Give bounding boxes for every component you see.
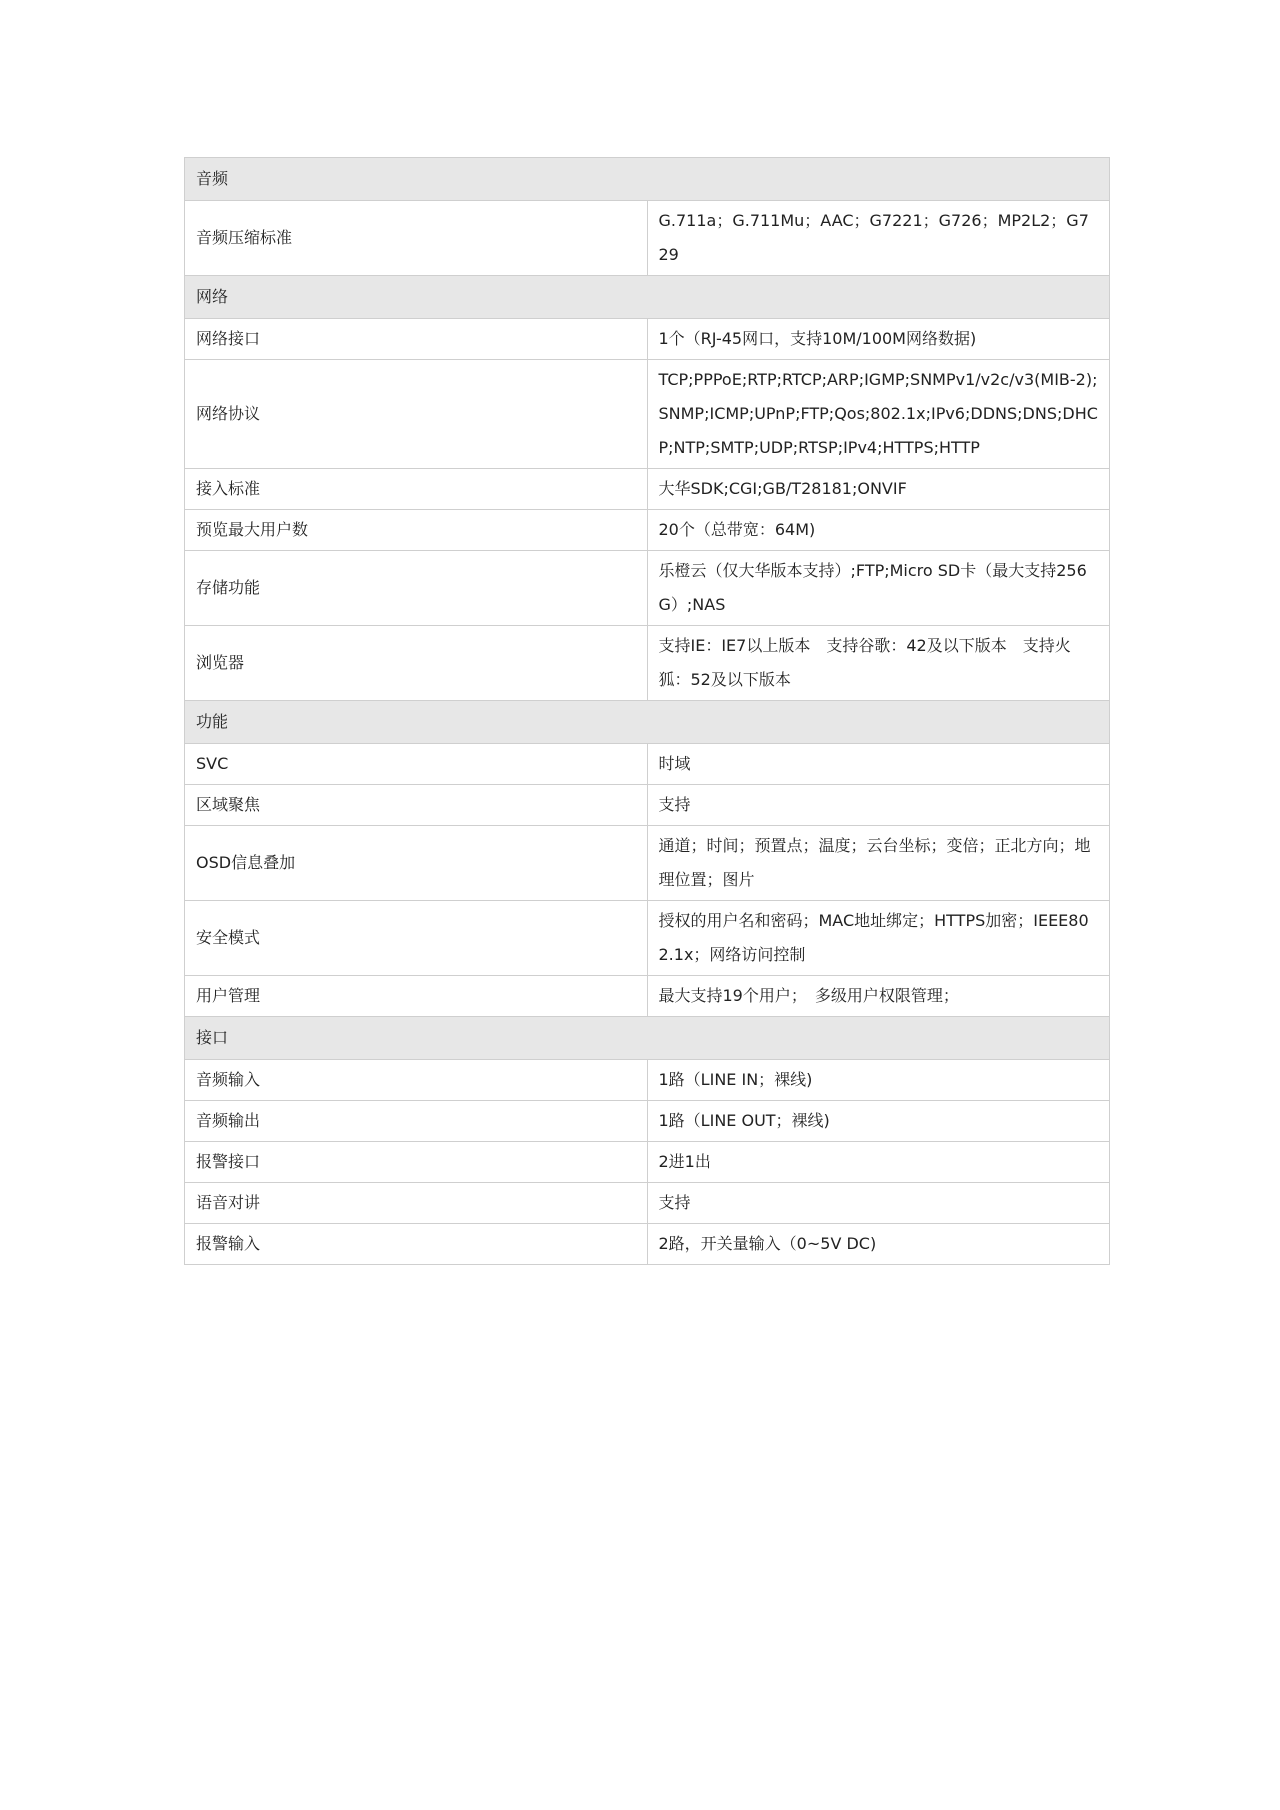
spec-label: 预览最大用户数 (185, 510, 648, 551)
spec-table-body (185, 158, 1110, 1265)
spec-label: 音频压缩标准 (185, 201, 648, 276)
section-title: 音频 (185, 158, 1110, 201)
spec-value: 支持IE：IE7以上版本 支持谷歌：42及以下版本 支持火狐：52及以下版本 (647, 626, 1110, 701)
spec-row (185, 826, 1110, 901)
spec-value: 通道；时间；预置点；温度；云台坐标；变倍；正北方向；地理位置；图片 (647, 826, 1110, 901)
spec-row (185, 1060, 1110, 1101)
spec-label: 浏览器 (185, 626, 648, 701)
section-header-row (185, 158, 1110, 201)
spec-label: OSD信息叠加 (185, 826, 648, 901)
spec-row (185, 626, 1110, 701)
spec-value: 支持 (647, 1183, 1110, 1224)
spec-row (185, 201, 1110, 276)
spec-row (185, 319, 1110, 360)
spec-value: 授权的用户名和密码；MAC地址绑定；HTTPS加密；IEEE802.1x；网络访问控制 (647, 901, 1110, 976)
spec-label: 报警接口 (185, 1142, 648, 1183)
spec-value: 2进1出 (647, 1142, 1110, 1183)
spec-value: 大华SDK;CGI;GB/T28181;ONVIF (647, 469, 1110, 510)
section-header-row (185, 1017, 1110, 1060)
spec-label: 网络接口 (185, 319, 648, 360)
spec-label: SVC (185, 744, 648, 785)
spec-value: G.711a；G.711Mu；AAC；G7221；G726；MP2L2；G729 (647, 201, 1110, 276)
spec-row (185, 785, 1110, 826)
spec-label: 报警输入 (185, 1224, 648, 1265)
spec-value: 20个（总带宽：64M) (647, 510, 1110, 551)
spec-value: 1个（RJ-45网口，支持10M/100M网络数据) (647, 319, 1110, 360)
spec-label: 存储功能 (185, 551, 648, 626)
spec-value: 2路，开关量输入（0~5V DC) (647, 1224, 1110, 1265)
spec-value: 最大支持19个用户； 多级用户权限管理； (647, 976, 1110, 1017)
spec-value: 1路（LINE IN；裸线) (647, 1060, 1110, 1101)
spec-row (185, 1142, 1110, 1183)
spec-row (185, 551, 1110, 626)
spec-row (185, 744, 1110, 785)
spec-value: 时域 (647, 744, 1110, 785)
spec-value: 乐橙云（仅大华版本支持）;FTP;Micro SD卡（最大支持256G）;NAS (647, 551, 1110, 626)
spec-row (185, 510, 1110, 551)
spec-row (185, 1183, 1110, 1224)
spec-value: TCP;PPPoE;RTP;RTCP;ARP;IGMP;SNMPv1/v2c/v3(MIB-2);SNMP;ICMP;UPnP;FTP;Qos;802.1x;IPv6;DDNS;DNS;DHCP;NTP;SMTP;UDP;RTSP;IPv4;HTTPS;HTTP (647, 360, 1110, 469)
spec-label: 音频输入 (185, 1060, 648, 1101)
section-title: 网络 (185, 276, 1110, 319)
section-header-row (185, 701, 1110, 744)
spec-label: 接入标准 (185, 469, 648, 510)
spec-row (185, 1224, 1110, 1265)
spec-row (185, 360, 1110, 469)
spec-table (184, 157, 1110, 1265)
section-title: 功能 (185, 701, 1110, 744)
spec-row (185, 1101, 1110, 1142)
spec-label: 语音对讲 (185, 1183, 648, 1224)
spec-label: 安全模式 (185, 901, 648, 976)
spec-label: 网络协议 (185, 360, 648, 469)
spec-value: 1路（LINE OUT；裸线) (647, 1101, 1110, 1142)
spec-row (185, 901, 1110, 976)
spec-label: 区域聚焦 (185, 785, 648, 826)
spec-row (185, 976, 1110, 1017)
section-title: 接口 (185, 1017, 1110, 1060)
spec-label: 用户管理 (185, 976, 648, 1017)
spec-value: 支持 (647, 785, 1110, 826)
spec-label: 音频输出 (185, 1101, 648, 1142)
spec-row (185, 469, 1110, 510)
section-header-row (185, 276, 1110, 319)
